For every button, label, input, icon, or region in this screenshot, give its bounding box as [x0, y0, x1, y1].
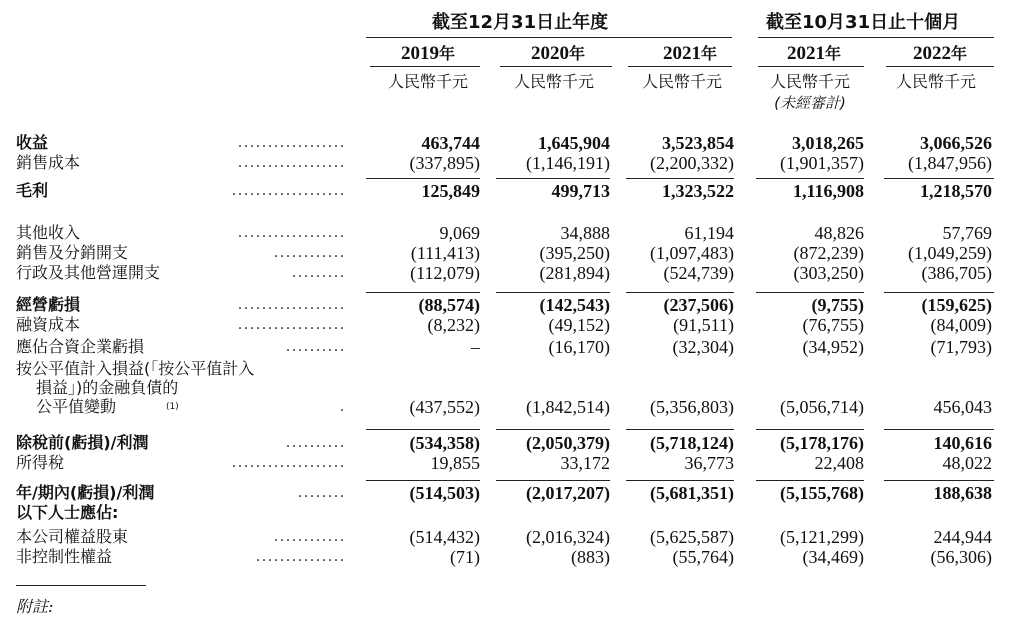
column-unit: 人民幣千元	[769, 72, 850, 91]
subtotal-rule	[884, 480, 994, 481]
row-label-line: 損益」)的金融負債的	[36, 378, 179, 397]
table-cell: (281,894)	[539, 263, 610, 283]
table-cell: (142,543)	[539, 295, 610, 315]
leader-dots: ..................	[238, 224, 346, 241]
table-cell: 48,826	[814, 223, 864, 243]
table-cell: 499,713	[551, 181, 610, 201]
table-cell: (5,625,587)	[650, 527, 734, 547]
leader-dots: ...................	[232, 182, 346, 199]
table-cell: (9,755)	[811, 295, 864, 315]
table-cell: 1,323,522	[662, 181, 734, 201]
subtotal-rule	[496, 429, 610, 430]
row-label: 非控制性權益	[16, 547, 113, 566]
table-cell: (8,232)	[427, 315, 480, 335]
table-cell: (1,146,191)	[526, 153, 610, 173]
table-cell: 57,769	[942, 223, 992, 243]
table-cell: 1,218,570	[920, 181, 992, 201]
column-rule-2019	[370, 66, 480, 67]
subtotal-rule	[366, 292, 480, 293]
table-cell: (5,356,803)	[650, 397, 734, 417]
subtotal-rule	[496, 292, 610, 293]
column-rule-2022	[886, 66, 994, 67]
column-year-2021-ten-months: 2021年	[786, 43, 841, 64]
table-cell: (337,895)	[409, 153, 480, 173]
table-cell: (55,764)	[672, 547, 734, 567]
table-cell: 3,066,526	[920, 133, 992, 153]
table-cell: 3,018,265	[792, 133, 864, 153]
subtotal-rule	[756, 429, 864, 430]
table-cell: (524,739)	[663, 263, 734, 283]
table-cell: (49,152)	[548, 315, 610, 335]
leader-dots: ...............	[256, 548, 346, 565]
column-year-2022-ten-months: 2022年	[912, 43, 967, 64]
table-cell: (56,306)	[930, 547, 992, 567]
subtotal-rule	[626, 178, 734, 179]
table-cell: –	[471, 337, 480, 357]
table-cell: (84,009)	[930, 315, 992, 335]
subtotal-rule	[496, 178, 610, 179]
row-label: 應佔合資企業虧損	[16, 337, 145, 356]
row-label: 銷售成本	[16, 153, 81, 172]
column-year-2020: 2020年	[530, 43, 585, 64]
table-cell: 1,116,908	[792, 181, 864, 201]
table-cell: (5,178,176)	[780, 433, 864, 453]
column-rule-2021b	[758, 66, 864, 67]
table-cell: 61,194	[684, 223, 734, 243]
table-cell: (5,121,299)	[780, 527, 864, 547]
table-cell: 9,069	[439, 223, 480, 243]
table-cell: (76,755)	[802, 315, 864, 335]
table-cell: 19,855	[430, 453, 480, 473]
table-cell: (514,432)	[409, 527, 480, 547]
leader-dots: .	[340, 398, 346, 415]
row-label: 其他收入	[16, 223, 81, 242]
table-cell: (5,681,351)	[650, 483, 734, 503]
table-cell: 22,408	[814, 453, 864, 473]
footnote-marker: (1)	[166, 402, 179, 412]
table-cell: (1,097,483)	[650, 243, 734, 263]
table-cell: (1,049,259)	[908, 243, 992, 263]
row-label: 行政及其他營運開支	[16, 263, 161, 282]
table-cell: (2,017,207)	[526, 483, 610, 503]
row-label: 所得稅	[16, 453, 65, 472]
leader-dots: .........	[292, 264, 346, 281]
header-rule-year-ended	[366, 37, 732, 38]
footnote-marker-holder	[166, 398, 179, 419]
table-cell: (5,056,714)	[780, 397, 864, 417]
table-cell: (91,511)	[673, 315, 734, 335]
table-cell: (71)	[450, 547, 480, 567]
table-cell: (2,200,332)	[650, 153, 734, 173]
footnote-label: 附註:	[16, 597, 54, 616]
leader-dots: ..................	[238, 134, 346, 151]
table-cell: 463,744	[421, 133, 480, 153]
subtotal-rule	[884, 429, 994, 430]
subtotal-rule	[366, 480, 480, 481]
table-cell: (395,250)	[539, 243, 610, 263]
table-cell: 140,616	[933, 433, 992, 453]
table-cell: (32,304)	[672, 337, 734, 357]
table-cell: 125,849	[421, 181, 480, 201]
subtotal-rule	[626, 480, 734, 481]
table-cell: 456,043	[933, 397, 992, 417]
column-unit: 人民幣千元	[387, 72, 468, 91]
row-label: 以下人士應佔:	[16, 503, 119, 522]
table-cell: (112,079)	[410, 263, 480, 283]
row-label-line: 按公平值計入損益(「按公平值計入	[16, 359, 255, 378]
leader-dots: ..................	[238, 296, 346, 313]
table-cell: (71,793)	[930, 337, 992, 357]
unaudited-note: (未經審計)	[774, 94, 846, 112]
table-cell: (237,506)	[663, 295, 734, 315]
table-cell: 244,944	[933, 527, 992, 547]
leader-dots: ..................	[238, 316, 346, 333]
row-label: 年/期內(虧損)/利潤	[16, 483, 155, 502]
column-unit: 人民幣千元	[513, 72, 594, 91]
table-cell: (514,503)	[409, 483, 480, 503]
subtotal-rule	[756, 480, 864, 481]
leader-dots: ..........	[286, 434, 346, 451]
row-label: 經營虧損	[16, 295, 81, 314]
table-cell: 48,022	[942, 453, 992, 473]
subtotal-rule	[756, 292, 864, 293]
table-cell: (1,901,357)	[780, 153, 864, 173]
subtotal-rule	[884, 178, 994, 179]
header-group-year-ended: 截至12月31日止年度	[432, 12, 609, 33]
table-cell: (5,155,768)	[780, 483, 864, 503]
row-label: 收益	[16, 133, 49, 152]
table-cell: (2,016,324)	[526, 527, 610, 547]
leader-dots: ..................	[238, 154, 346, 171]
table-cell: 188,638	[933, 483, 992, 503]
table-cell: (534,358)	[409, 433, 480, 453]
subtotal-rule	[626, 292, 734, 293]
table-cell: (1,842,514)	[526, 397, 610, 417]
table-cell: (2,050,379)	[526, 433, 610, 453]
subtotal-rule	[756, 178, 864, 179]
leader-dots: ............	[274, 244, 346, 261]
table-cell: (5,718,124)	[650, 433, 734, 453]
table-cell: (437,552)	[409, 397, 480, 417]
row-label: 融資成本	[16, 315, 81, 334]
table-cell: (386,705)	[921, 263, 992, 283]
column-rule-2020	[500, 66, 612, 67]
column-unit: 人民幣千元	[641, 72, 722, 91]
table-cell: (872,239)	[793, 243, 864, 263]
table-cell: 34,888	[560, 223, 610, 243]
row-label: 除稅前(虧損)/利潤	[16, 433, 149, 452]
table-cell: (34,469)	[802, 547, 864, 567]
table-cell: (159,625)	[921, 295, 992, 315]
row-label-line: 公平值變動	[36, 397, 117, 416]
leader-dots: ........	[298, 484, 346, 501]
table-cell: 1,645,904	[538, 133, 610, 153]
header-group-ten-months: 截至10月31日止十個月	[766, 12, 961, 33]
table-cell: (16,170)	[548, 337, 610, 357]
column-rule-2021	[628, 66, 732, 67]
table-cell: (1,847,956)	[908, 153, 992, 173]
table-cell: (111,413)	[410, 243, 480, 263]
footnote-rule	[16, 585, 146, 586]
leader-dots: ..........	[286, 338, 346, 355]
row-label: 本公司權益股東	[16, 527, 129, 546]
subtotal-rule	[366, 178, 480, 179]
column-unit: 人民幣千元	[895, 72, 976, 91]
row-label: 銷售及分銷開支	[16, 243, 129, 262]
table-cell: (303,250)	[793, 263, 864, 283]
column-year-2019: 2019年	[400, 43, 455, 64]
leader-dots: ...................	[232, 454, 346, 471]
subtotal-rule	[884, 292, 994, 293]
table-cell: (88,574)	[418, 295, 480, 315]
table-cell: 36,773	[684, 453, 734, 473]
table-cell: (883)	[571, 547, 610, 567]
leader-dots: ............	[274, 528, 346, 545]
header-rule-ten-months	[758, 37, 994, 38]
row-label: 毛利	[16, 181, 49, 200]
subtotal-rule	[496, 480, 610, 481]
subtotal-rule	[626, 429, 734, 430]
table-cell: 33,172	[560, 453, 610, 473]
table-cell: 3,523,854	[662, 133, 734, 153]
column-year-2021: 2021年	[662, 43, 717, 64]
table-cell: (34,952)	[802, 337, 864, 357]
subtotal-rule	[366, 429, 480, 430]
